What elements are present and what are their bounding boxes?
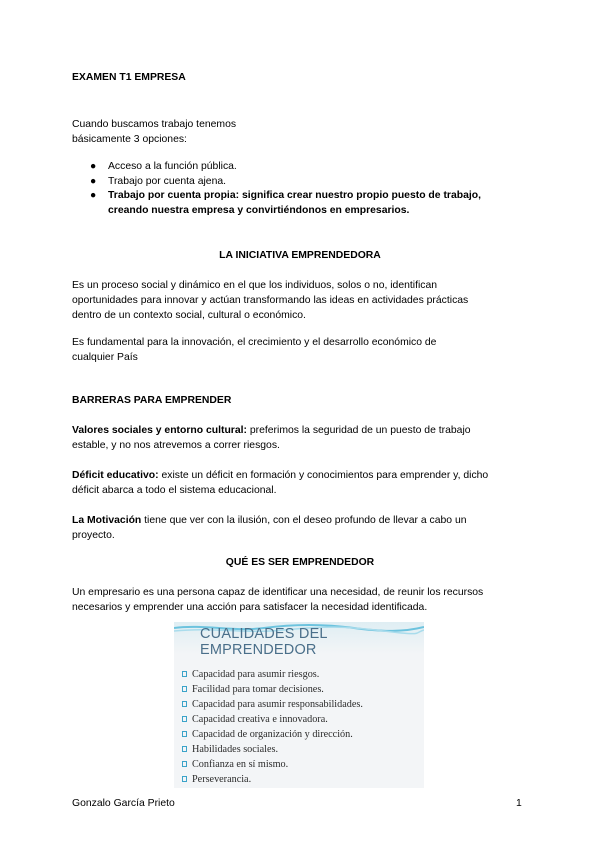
- checkbox-bullet-icon: [182, 716, 187, 722]
- intro-line: Cuando buscamos trabajo tenemos: [72, 119, 237, 130]
- options-list: [90, 160, 481, 218]
- list-item: [182, 742, 363, 757]
- list-item-text: Confianza en sí mismo.: [192, 759, 289, 770]
- paragraph-line: Es fundamental para la innovación, el crecimiento y el desarrollo económico de: [72, 337, 437, 348]
- list-item: [182, 697, 363, 712]
- barrera-text: preferimos la seguridad de un puesto de trabajo: [246, 425, 471, 436]
- list-item: [90, 160, 481, 175]
- list-item: [182, 772, 363, 787]
- list-item: [182, 727, 363, 742]
- list-item-text: Capacidad de organización y dirección.: [192, 729, 353, 740]
- list-item-text: Facilidad para tomar decisiones.: [192, 684, 324, 695]
- checkbox-bullet-icon: [182, 701, 187, 707]
- footer-author: Gonzalo García Prieto: [72, 798, 175, 809]
- cualidades-figure: [174, 622, 424, 788]
- barrera-text: déficit abarca a todo el sistema educacional.: [72, 485, 277, 496]
- paragraph-iniciativa-2: [72, 335, 532, 365]
- list-item-text: Acceso a la función pública.: [108, 161, 237, 172]
- bullet-icon: ●: [90, 190, 97, 201]
- list-item: [182, 712, 363, 727]
- checkbox-bullet-icon: [182, 776, 187, 782]
- barrera-item: [72, 513, 532, 543]
- barrera-label: Déficit educativo:: [72, 470, 159, 481]
- checkbox-bullet-icon: [182, 686, 187, 692]
- list-item: [90, 189, 481, 218]
- document-title: EXAMEN T1 EMPRESA: [72, 72, 186, 83]
- barrera-text: existe un déficit en formación y conocimientos para emprender y, dicho: [158, 470, 489, 481]
- barrera-text: proyecto.: [72, 530, 115, 541]
- paragraph-line: cualquier País: [72, 352, 138, 363]
- list-item-text: Trabajo por cuenta propia: significa crear nuestro propio puesto de trabajo,: [108, 190, 481, 201]
- list-item: [182, 757, 363, 772]
- list-item: [182, 667, 363, 682]
- page-number: 1: [516, 798, 522, 809]
- barrera-item: [72, 468, 532, 498]
- list-item-text: Habilidades sociales.: [192, 744, 279, 755]
- list-item: [90, 175, 481, 190]
- list-item-text: Capacidad para asumir riesgos.: [192, 669, 320, 680]
- paragraph-line: Un empresario es una persona capaz de identificar una necesidad, de reunir los recursos: [72, 587, 484, 598]
- paragraph-emprendedor: [72, 585, 532, 615]
- barrera-item: [72, 423, 532, 453]
- section-heading-iniciativa: LA INICIATIVA EMPRENDEDORA: [219, 250, 381, 261]
- checkbox-bullet-icon: [182, 761, 187, 767]
- list-item-text: Trabajo por cuenta ajena.: [108, 175, 227, 187]
- list-item-text: creando nuestra empresa y convirtiéndonos en empresarios.: [108, 204, 410, 216]
- bullet-icon: ●: [90, 175, 97, 187]
- intro-paragraph: [72, 117, 236, 147]
- paragraph-line: dentro de un contexto social, cultural o económico.: [72, 310, 306, 321]
- paragraph-line: necesarios y emprender una acción para satisfacer la necesidad identificada.: [72, 602, 428, 613]
- barrera-text: estable, y no nos atrevemos a correr riesgos.: [72, 440, 280, 451]
- intro-line: básicamente 3 opciones:: [72, 134, 187, 145]
- list-item-text: Capacidad para asumir responsabilidades.: [192, 699, 363, 710]
- barrera-text: tiene que ver con la ilusión, con el deseo profundo de llevar a cabo un: [141, 515, 467, 526]
- bullet-icon: ●: [90, 161, 97, 172]
- checkbox-bullet-icon: [182, 731, 187, 737]
- paragraph-line: oportunidades para innovar y actúan transformando las ideas en actividades prácticas: [72, 295, 469, 306]
- list-item-text: Perseverancia.: [192, 774, 252, 785]
- checkbox-bullet-icon: [182, 671, 187, 677]
- figure-list: [182, 667, 363, 787]
- list-item: [182, 682, 363, 697]
- barrera-label: Valores sociales y entorno cultural:: [72, 425, 247, 436]
- barrera-label: La Motivación: [72, 515, 142, 526]
- paragraph-line: Es un proceso social y dinámico en el que los individuos, solos o no, identifican: [72, 280, 438, 291]
- section-heading-emprendedor: QUÉ ES SER EMPRENDEDOR: [225, 557, 375, 568]
- figure-title: CUALIDADES DEL EMPRENDEDOR: [200, 626, 328, 658]
- list-item-text: Capacidad creativa e innovadora.: [192, 714, 328, 725]
- checkbox-bullet-icon: [182, 746, 187, 752]
- section-heading-barreras: BARRERAS PARA EMPRENDER: [72, 395, 232, 406]
- paragraph-iniciativa-1: [72, 278, 532, 323]
